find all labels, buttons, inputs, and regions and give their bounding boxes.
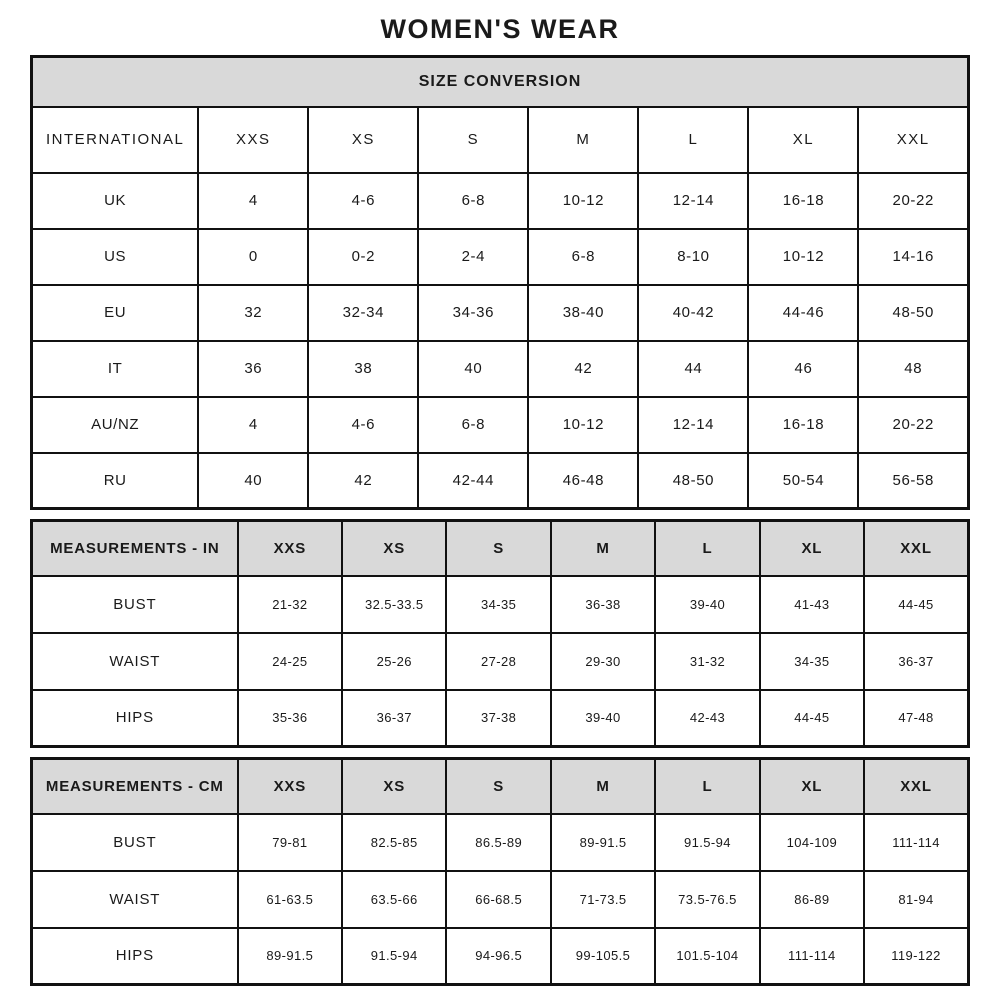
- size-cell: 37-38: [446, 690, 550, 747]
- measurements-in-title: MEASUREMENTS - IN: [32, 521, 238, 576]
- size-conversion-table: [30, 55, 970, 510]
- size-cell: 44-46: [748, 285, 858, 341]
- size-cell: 39-40: [551, 690, 655, 747]
- size-cell: 35-36: [238, 690, 342, 747]
- size-cell: 119-122: [864, 928, 968, 985]
- measurements-in-table: [30, 519, 970, 748]
- table-row-ru: [32, 453, 969, 509]
- size-cell: 44-45: [864, 576, 968, 633]
- size-cell: 12-14: [638, 397, 748, 453]
- row-label: BUST: [32, 576, 238, 633]
- size-cell: 73.5-76.5: [655, 871, 759, 928]
- size-cell: 44-45: [760, 690, 864, 747]
- size-cell: 86.5-89: [446, 814, 550, 871]
- column-header-international: INTERNATIONAL: [32, 107, 199, 173]
- size-cell: 36-37: [342, 690, 446, 747]
- size-cell: 47-48: [864, 690, 968, 747]
- measurements-in-header-row: [32, 521, 969, 576]
- size-cell: 21-32: [238, 576, 342, 633]
- table-row-hips: [32, 928, 969, 985]
- column-header-xl: XL: [760, 521, 864, 576]
- size-cell: 2-4: [418, 229, 528, 285]
- size-cell: 4: [198, 173, 308, 229]
- size-cell: 16-18: [748, 173, 858, 229]
- column-header-xs: XS: [342, 759, 446, 814]
- size-cell: 32.5-33.5: [342, 576, 446, 633]
- size-cell: 0: [198, 229, 308, 285]
- size-cell: 10-12: [528, 173, 638, 229]
- size-cell: 48-50: [858, 285, 968, 341]
- size-cell: 38-40: [528, 285, 638, 341]
- row-label: HIPS: [32, 690, 238, 747]
- row-label: US: [32, 229, 199, 285]
- column-header-l: L: [638, 107, 748, 173]
- size-cell: 40-42: [638, 285, 748, 341]
- size-cell: 99-105.5: [551, 928, 655, 985]
- size-cell: 42-44: [418, 453, 528, 509]
- size-cell: 91.5-94: [342, 928, 446, 985]
- measurements-cm-header-row: [32, 759, 969, 814]
- size-cell: 42: [308, 453, 418, 509]
- size-cell: 36: [198, 341, 308, 397]
- size-cell: 48-50: [638, 453, 748, 509]
- size-cell: 89-91.5: [238, 928, 342, 985]
- row-label: UK: [32, 173, 199, 229]
- table-row-bust: [32, 814, 969, 871]
- size-cell: 0-2: [308, 229, 418, 285]
- size-cell: 104-109: [760, 814, 864, 871]
- size-cell: 20-22: [858, 397, 968, 453]
- row-label: EU: [32, 285, 199, 341]
- table-row-uk: [32, 173, 969, 229]
- size-cell: 101.5-104: [655, 928, 759, 985]
- size-cell: 4-6: [308, 397, 418, 453]
- column-header-xxs: XXS: [238, 759, 342, 814]
- column-header-s: S: [446, 521, 550, 576]
- size-cell: 41-43: [760, 576, 864, 633]
- size-cell: 38: [308, 341, 418, 397]
- table-row-us: [32, 229, 969, 285]
- row-label: AU/NZ: [32, 397, 199, 453]
- size-cell: 4-6: [308, 173, 418, 229]
- size-cell: 82.5-85: [342, 814, 446, 871]
- column-header-xxl: XXL: [858, 107, 968, 173]
- column-header-xs: XS: [308, 107, 418, 173]
- size-cell: 48: [858, 341, 968, 397]
- size-cell: 94-96.5: [446, 928, 550, 985]
- size-cell: 36-38: [551, 576, 655, 633]
- size-cell: 89-91.5: [551, 814, 655, 871]
- table-row-hips: [32, 690, 969, 747]
- size-cell: 91.5-94: [655, 814, 759, 871]
- table-row-it: [32, 341, 969, 397]
- size-cell: 79-81: [238, 814, 342, 871]
- size-cell: 34-35: [760, 633, 864, 690]
- size-cell: 56-58: [858, 453, 968, 509]
- measurements-cm-title: MEASUREMENTS - CM: [32, 759, 238, 814]
- size-cell: 63.5-66: [342, 871, 446, 928]
- size-cell: 111-114: [760, 928, 864, 985]
- column-header-m: M: [528, 107, 638, 173]
- size-cell: 40: [418, 341, 528, 397]
- page-title: WOMEN'S WEAR: [380, 14, 620, 44]
- size-cell: 34-35: [446, 576, 550, 633]
- size-cell: 10-12: [748, 229, 858, 285]
- size-conversion-header-row: [32, 57, 969, 107]
- size-cell: 4: [198, 397, 308, 453]
- column-header-l: L: [655, 759, 759, 814]
- table-row-waist: [32, 871, 969, 928]
- size-cell: 32: [198, 285, 308, 341]
- column-header-xl: XL: [748, 107, 858, 173]
- size-cell: 46-48: [528, 453, 638, 509]
- size-cell: 36-37: [864, 633, 968, 690]
- size-cell: 6-8: [418, 397, 528, 453]
- size-cell: 61-63.5: [238, 871, 342, 928]
- size-cell: 8-10: [638, 229, 748, 285]
- size-cell: 14-16: [858, 229, 968, 285]
- size-cell: 34-36: [418, 285, 528, 341]
- table-row-bust: [32, 576, 969, 633]
- row-label: RU: [32, 453, 199, 509]
- size-cell: 39-40: [655, 576, 759, 633]
- size-cell: 81-94: [864, 871, 968, 928]
- international-sizes-row: [32, 107, 969, 173]
- size-cell: 10-12: [528, 397, 638, 453]
- size-cell: 31-32: [655, 633, 759, 690]
- size-cell: 71-73.5: [551, 871, 655, 928]
- size-cell: 6-8: [528, 229, 638, 285]
- column-header-xxs: XXS: [238, 521, 342, 576]
- size-cell: 12-14: [638, 173, 748, 229]
- size-cell: 44: [638, 341, 748, 397]
- size-cell: 6-8: [418, 173, 528, 229]
- size-cell: 29-30: [551, 633, 655, 690]
- column-header-xxs: XXS: [198, 107, 308, 173]
- size-cell: 50-54: [748, 453, 858, 509]
- size-cell: 27-28: [446, 633, 550, 690]
- column-header-xxl: XXL: [864, 521, 968, 576]
- size-cell: 25-26: [342, 633, 446, 690]
- column-header-s: S: [418, 107, 528, 173]
- size-conversion-title: SIZE CONVERSION: [32, 57, 969, 107]
- size-cell: 20-22: [858, 173, 968, 229]
- size-cell: 46: [748, 341, 858, 397]
- size-cell: 42: [528, 341, 638, 397]
- size-cell: 42-43: [655, 690, 759, 747]
- table-row-waist: [32, 633, 969, 690]
- row-label: WAIST: [32, 871, 238, 928]
- size-cell: 40: [198, 453, 308, 509]
- size-cell: 111-114: [864, 814, 968, 871]
- column-header-xxl: XXL: [864, 759, 968, 814]
- size-cell: 16-18: [748, 397, 858, 453]
- column-header-m: M: [551, 521, 655, 576]
- size-cell: 66-68.5: [446, 871, 550, 928]
- column-header-m: M: [551, 759, 655, 814]
- size-cell: 32-34: [308, 285, 418, 341]
- row-label: IT: [32, 341, 199, 397]
- size-cell: 86-89: [760, 871, 864, 928]
- size-cell: 24-25: [238, 633, 342, 690]
- column-header-s: S: [446, 759, 550, 814]
- row-label: WAIST: [32, 633, 238, 690]
- column-header-xs: XS: [342, 521, 446, 576]
- column-header-xl: XL: [760, 759, 864, 814]
- measurements-cm-table: [30, 757, 970, 986]
- table-row-eu: [32, 285, 969, 341]
- row-label: HIPS: [32, 928, 238, 985]
- row-label: BUST: [32, 814, 238, 871]
- column-header-l: L: [655, 521, 759, 576]
- table-row-au-nz: [32, 397, 969, 453]
